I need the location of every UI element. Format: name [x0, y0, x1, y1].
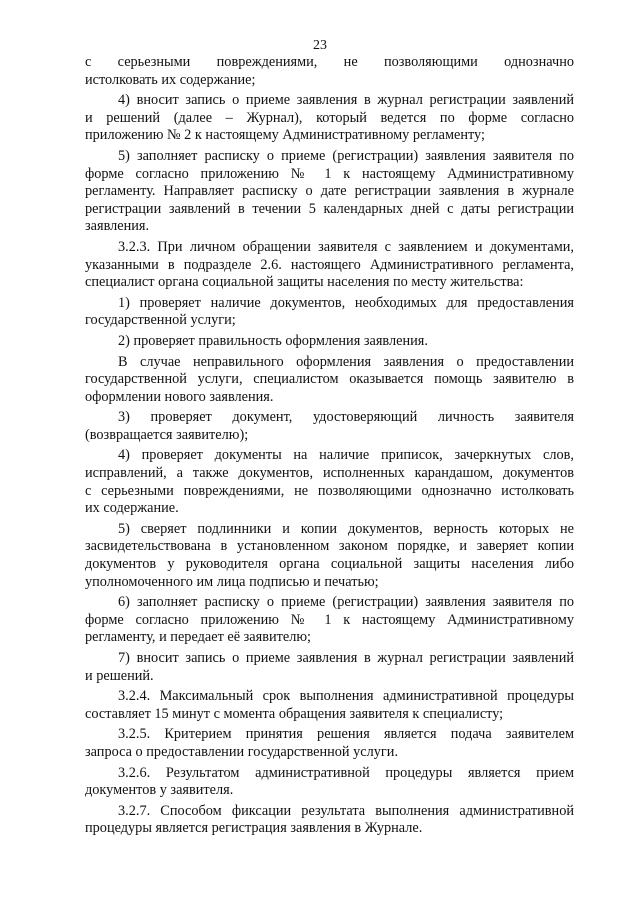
paragraph: [85, 650, 574, 685]
text-line: 3.2.7. Способом фиксации результата выполнения административной: [118, 802, 574, 819]
paragraph: [85, 295, 574, 330]
paragraph: [85, 409, 574, 444]
text-line: заявления.: [85, 218, 150, 235]
text-line: 5) сверяет подлинники и копии документов, верность которых не: [118, 520, 574, 537]
text-line: уполномоченного им лица подписью и печатью;: [85, 573, 379, 590]
text-line: запроса о предоставлении государственной услуги.: [85, 743, 399, 760]
text-line: оформлении нового заявления.: [85, 388, 274, 405]
text-line: регламенту, и передает её заявителю;: [85, 629, 312, 646]
text-line: 3.2.4. Максимальный срок выполнения административной процедуры: [118, 688, 574, 705]
page-number: 23: [313, 38, 327, 53]
text-line: 6) заполняет расписку о приеме (регистрации) заявления заявителя по: [118, 594, 574, 611]
text-line: регистрации заявлений в течении 5 календарных дней с даты регистрации: [85, 200, 574, 217]
text-line: государственной услуги, специалистом оказывается помощь заявителю в: [85, 371, 574, 388]
text-line: 4) вносит запись о приеме заявления в журнал регистрации заявлений: [118, 92, 574, 109]
paragraph: [85, 803, 574, 838]
text-line: указанными в подразделе 2.6. настоящего Административного регламента,: [85, 256, 574, 273]
text-line: документов у заявителя.: [85, 782, 234, 799]
text-line: 5) заполняет расписку о приеме (регистрации) заявления заявителя по: [118, 147, 574, 164]
paragraph: [85, 594, 574, 647]
paragraph: [85, 447, 574, 517]
paragraph: [85, 148, 574, 236]
text-line: форме согласно приложению № 1 к настоящему Административному: [85, 165, 574, 182]
text-line: 3.2.6. Результатом административной процедуры является прием: [118, 764, 574, 781]
text-line: и решений (далее – Журнал), который ведется по форме согласно: [85, 109, 574, 126]
text-line: с серьезными повреждениями, не позволяющими однозначно истолковать: [85, 482, 574, 499]
text-line: 7) вносит запись о приеме заявления в журнал регистрации заявлений: [118, 650, 574, 666]
paragraph: [85, 765, 574, 800]
document-body: [85, 54, 574, 841]
paragraph: [85, 239, 574, 292]
text-line: и решений.: [85, 667, 154, 684]
paragraph: [85, 354, 574, 407]
text-line: форме согласно приложению № 1 к настоящему Административному: [85, 611, 574, 628]
text-line: засвидетельствована в установленном законом порядке, и заверяет копии: [85, 538, 574, 555]
text-line: 1) проверяет наличие документов, необходимых для предоставления: [118, 294, 574, 311]
text-line: их содержание.: [85, 500, 179, 517]
text-line: составляет 15 минут с момента обращения заявителя к специалисту;: [85, 705, 504, 722]
paragraph: [85, 688, 574, 723]
text-line: государственной услуги;: [85, 312, 236, 329]
paragraph: [85, 92, 574, 145]
paragraph-gap: [85, 838, 574, 841]
text-line: В случае неправильного оформления заявления о предоставлении: [118, 353, 574, 370]
text-line: 3.2.5. Критерием принятия решения является подача заявителем: [118, 726, 574, 743]
text-line: истолковать их содержание;: [85, 71, 256, 88]
paragraph: [85, 726, 574, 761]
text-line: документов у руководителя органа социальной защиты населения либо: [85, 556, 574, 573]
text-line: с серьезными повреждениями, не позволяющими однозначно: [85, 54, 574, 70]
paragraph: [85, 521, 574, 591]
text-line: (возвращается заявителю);: [85, 426, 249, 443]
text-line: исправлений, а также документов, исполненных карандашом, документов: [85, 465, 574, 482]
text-line: приложению № 2 к настоящему Административному регламенту;: [85, 127, 485, 144]
text-line: процедуры является регистрация заявления в Журнале.: [85, 820, 423, 837]
text-line: 3.2.3. При личном обращении заявителя с заявлением и документами,: [118, 238, 574, 255]
text-line: 4) проверяет документы на наличие приписок, зачеркнутых слов,: [118, 447, 574, 464]
text-line: регламенту. Направляет расписку о дате регистрации заявления в журнале: [85, 183, 574, 200]
text-line: 3) проверяет документ, удостоверяющий личность заявителя: [118, 409, 574, 426]
paragraph: [85, 333, 574, 351]
text-line: специалист органа социальной защиты населения по месту жительства:: [85, 274, 524, 291]
text-line: 2) проверяет правильность оформления заявления.: [118, 332, 428, 349]
paragraph: [85, 54, 574, 89]
